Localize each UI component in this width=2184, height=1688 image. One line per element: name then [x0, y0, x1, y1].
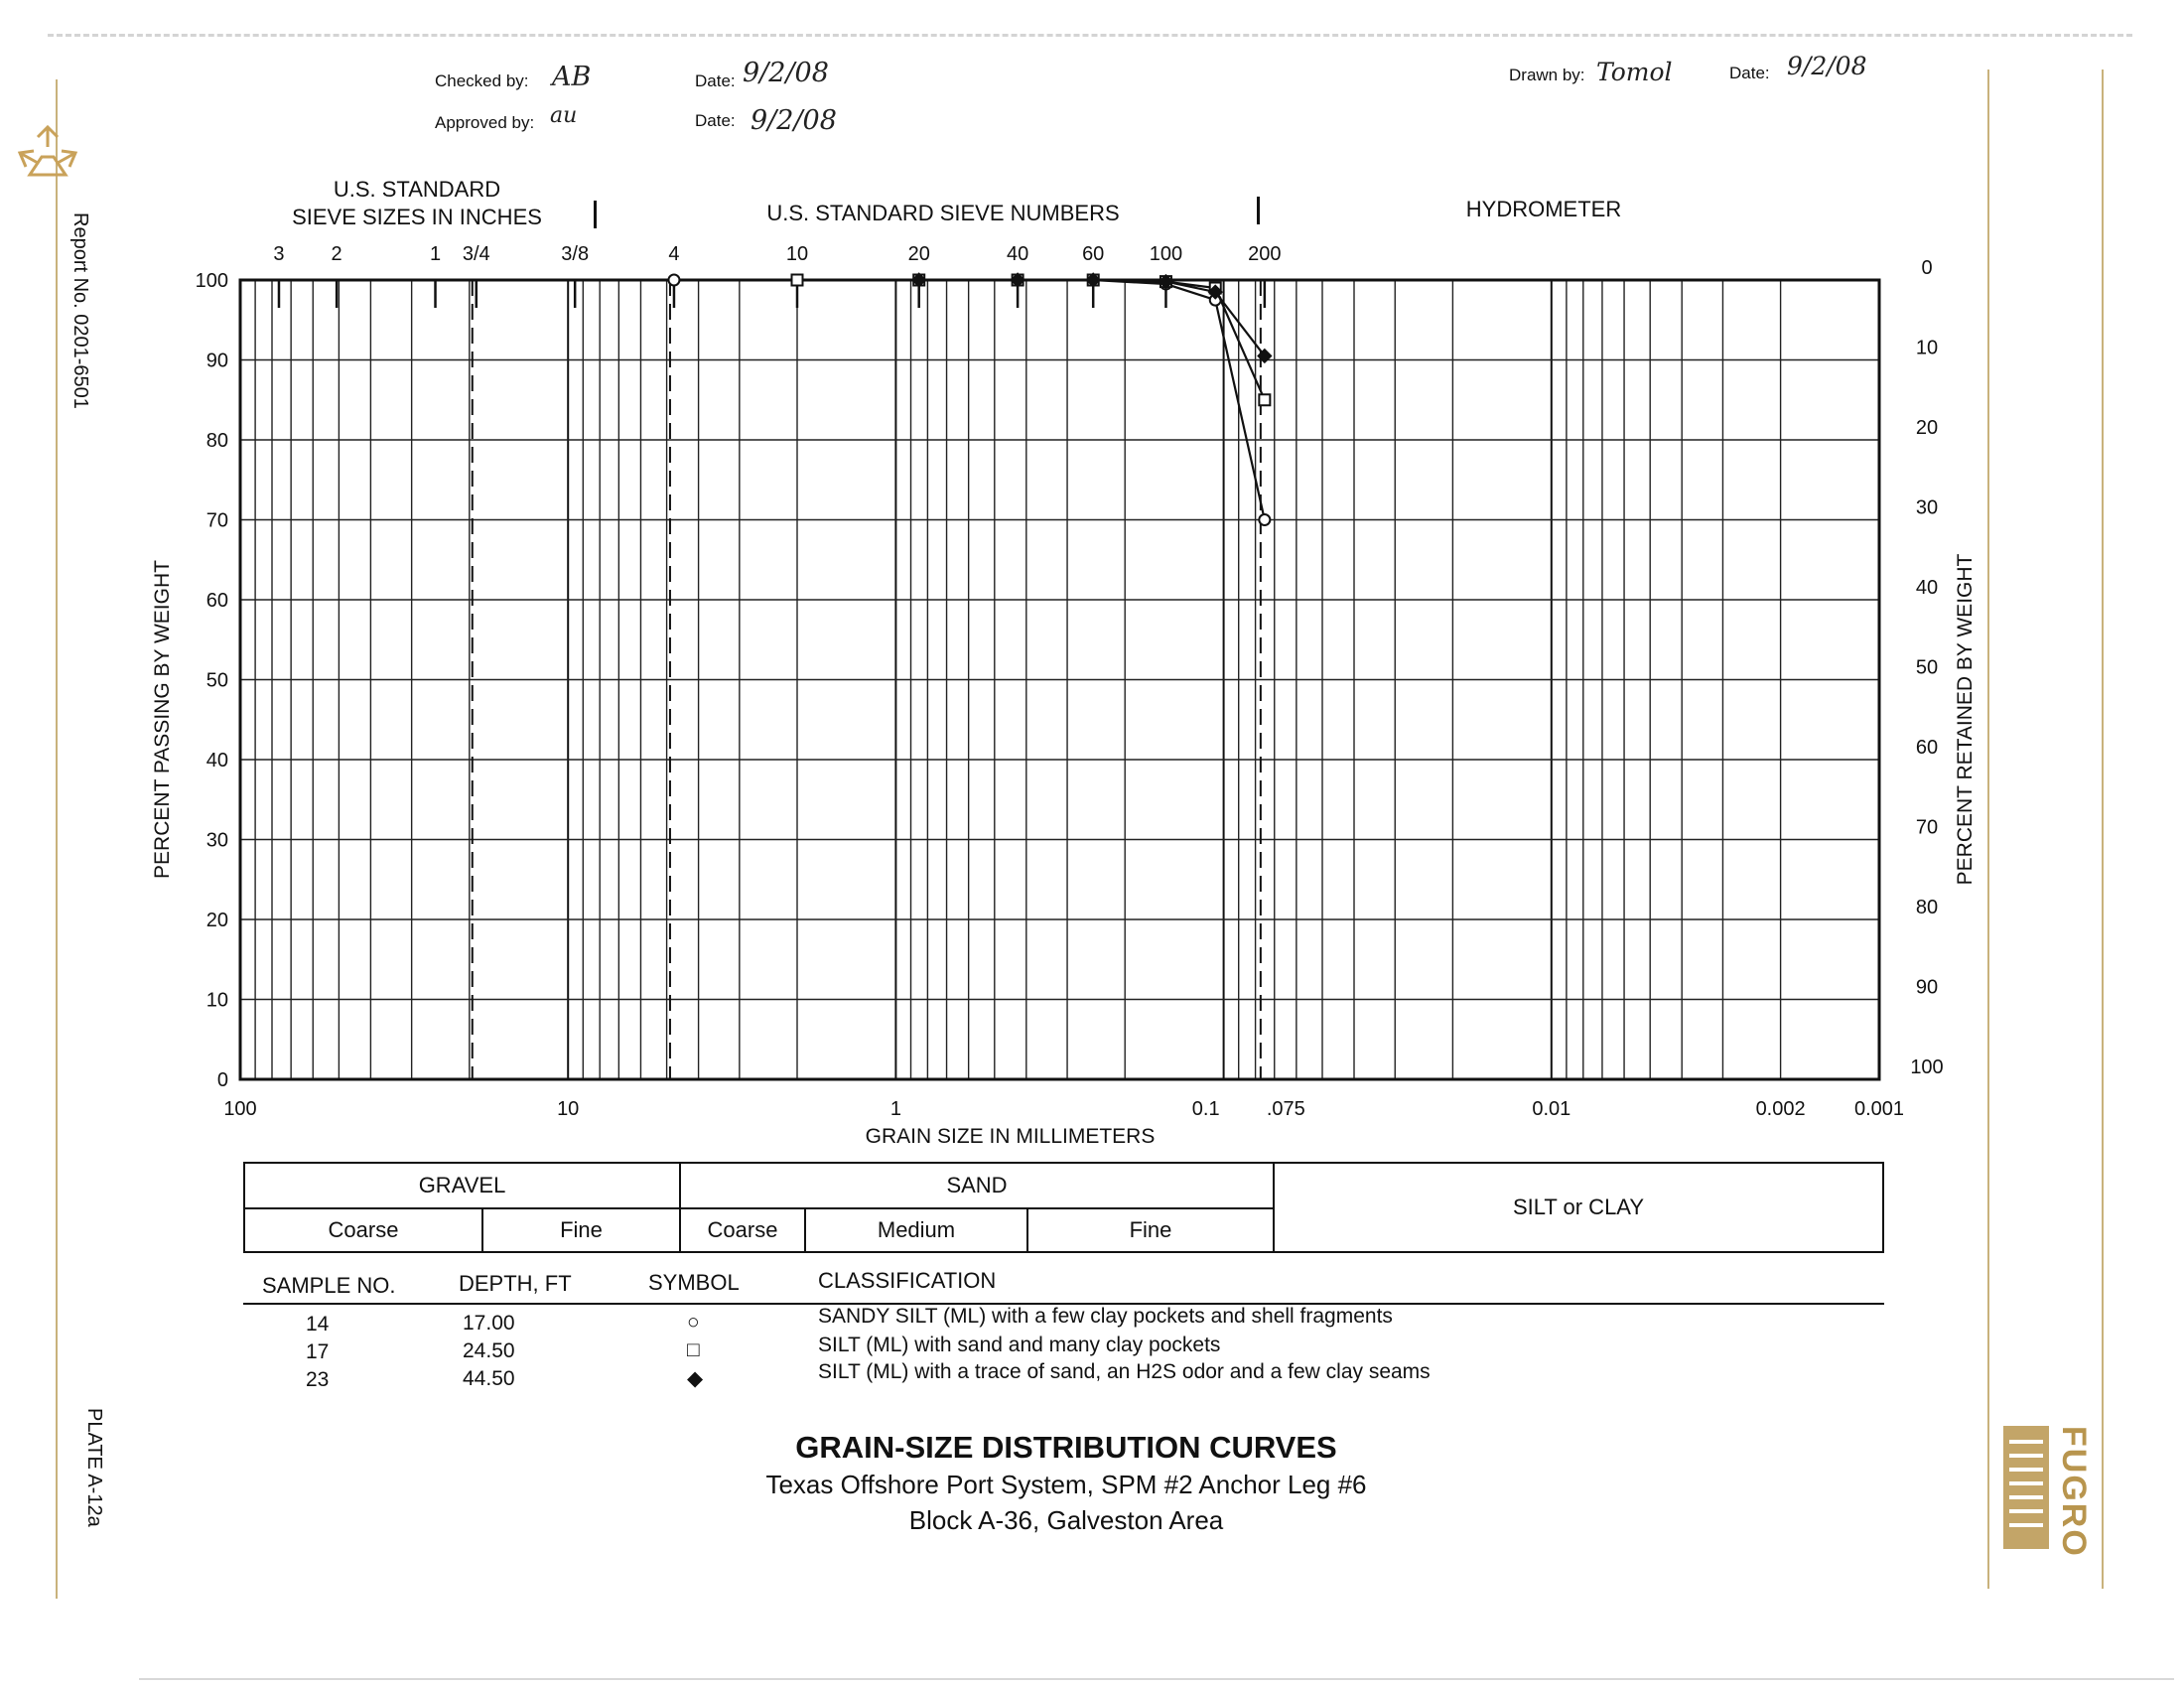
sieve-label: 4 — [668, 243, 680, 265]
y-tick-label: 0 — [216, 1069, 228, 1091]
data-point-square — [1259, 394, 1270, 405]
gravel-header: GRAVEL — [244, 1163, 680, 1208]
sieve-inches-title-line2: SIEVE SIZES IN INCHES — [292, 205, 542, 229]
drawn-date-label: Date: — [1729, 64, 1770, 82]
legend-sample: 17 — [306, 1340, 330, 1363]
y2-axis-label: PERCENT RETAINED BY WEIGHT — [1954, 553, 1977, 886]
project-name: Texas Offshore Port System, SPM #2 Anchor Leg #6 — [765, 1470, 1367, 1499]
y2-tick-label: 0 — [1921, 257, 1933, 279]
sieve-label: 3 — [273, 243, 285, 265]
legend-classification: SILT (ML) with a trace of sand, an H2S odor and a few clay seams — [818, 1360, 1431, 1383]
x-tick-label: 0.1 — [1191, 1098, 1220, 1120]
y2-tick-label: 40 — [1915, 577, 1939, 599]
x-tick-label: .075 — [1266, 1098, 1305, 1120]
data-point-circle — [1259, 514, 1270, 525]
legend-sample: 14 — [306, 1313, 330, 1336]
series-line-17 — [797, 280, 1265, 400]
legend-depth: 17.00 — [463, 1312, 515, 1335]
y2-tick-label: 30 — [1915, 496, 1939, 519]
x-tick-label: 1 — [889, 1098, 901, 1120]
gravel-fine: Fine — [482, 1208, 680, 1252]
project-location: Block A-36, Galveston Area — [908, 1505, 1224, 1535]
x-tick-label: 0.001 — [1853, 1098, 1905, 1120]
approved-date-value: 9/2/08 — [751, 105, 837, 136]
y2-tick-label: 60 — [1915, 737, 1939, 759]
y2-tick-label: 20 — [1915, 417, 1939, 439]
y-tick-label: 90 — [205, 350, 228, 372]
sieve-numbers-title: U.S. STANDARD SIEVE NUMBERS — [766, 201, 1120, 225]
legend-symbol-diamond: ◆ — [687, 1367, 704, 1390]
x-tick-label: 0.002 — [1755, 1098, 1806, 1120]
sieve-label: 100 — [1149, 243, 1183, 265]
y-tick-label: 40 — [205, 750, 228, 772]
chart-series — [668, 273, 1271, 525]
legend-header-sample: SAMPLE NO. — [262, 1273, 396, 1298]
chart-labels — [151, 257, 1977, 1148]
legend-header-symbol: SYMBOL — [648, 1270, 740, 1295]
y-tick-label: 50 — [205, 669, 228, 692]
checked-date-value: 9/2/08 — [743, 58, 829, 88]
y-tick-label: 10 — [205, 989, 228, 1012]
y-tick-label: 80 — [205, 430, 228, 452]
sieve-label: 2 — [331, 243, 342, 265]
data-point-circle — [668, 275, 679, 286]
fugro-logo-text: FUGRO — [2055, 1426, 2093, 1558]
y2-tick-label: 100 — [1910, 1056, 1944, 1078]
y-tick-label: 100 — [195, 270, 228, 292]
approved-by-signature: au — [550, 103, 578, 128]
page-title: GRAIN-SIZE DISTRIBUTION CURVES — [795, 1430, 1337, 1465]
y2-tick-label: 70 — [1915, 816, 1939, 839]
sand-medium: Medium — [805, 1208, 1027, 1252]
hydrometer-title: HYDROMETER — [1465, 197, 1622, 221]
x-tick-label: 0.01 — [1532, 1098, 1571, 1120]
legend-classification: SILT (ML) with sand and many clay pockets — [818, 1334, 1221, 1356]
y-tick-label: 30 — [205, 829, 228, 852]
series-line-14 — [674, 280, 1265, 520]
y2-tick-label: 80 — [1915, 897, 1939, 918]
legend-header-depth: DEPTH, FT — [459, 1271, 572, 1296]
approved-date-label: Date: — [695, 111, 736, 130]
sieve-label: 20 — [907, 243, 930, 265]
y2-tick-label: 90 — [1915, 976, 1939, 999]
legend-depth: 24.50 — [463, 1339, 515, 1362]
drawn-date-value: 9/2/08 — [1787, 52, 1867, 80]
y-tick-label: 70 — [205, 509, 228, 532]
drawn-by-label: Drawn by: — [1509, 66, 1585, 84]
x-tick-label: 10 — [557, 1098, 580, 1120]
legend-depth: 44.50 — [463, 1367, 515, 1390]
y-tick-label: 20 — [205, 910, 228, 931]
checked-by-signature: AB — [552, 62, 592, 92]
sand-header: SAND — [680, 1163, 1274, 1208]
chart-grid — [240, 280, 1879, 1079]
y2-tick-label: 10 — [1915, 337, 1939, 359]
data-point-square — [791, 275, 802, 286]
legend-symbol-circle: ○ — [687, 1311, 700, 1334]
x-axis-label: GRAIN SIZE IN MILLIMETERS — [865, 1125, 1156, 1148]
silt-clay-header: SILT or CLAY — [1274, 1163, 1883, 1252]
sand-fine: Fine — [1027, 1208, 1274, 1252]
drawn-by-signature: Tomol — [1596, 58, 1673, 86]
checked-date-label: Date: — [695, 71, 736, 90]
sieve-label: 200 — [1248, 243, 1282, 265]
sand-coarse: Coarse — [680, 1208, 805, 1252]
gravel-coarse: Coarse — [244, 1208, 482, 1252]
report-number: Report No. 0201-6501 — [69, 212, 91, 409]
legend-header-classification: CLASSIFICATION — [818, 1268, 997, 1293]
sieve-label: 10 — [785, 243, 809, 265]
approved-by-label: Approved by: — [435, 113, 535, 132]
sieve-label: 3/8 — [561, 243, 590, 265]
chart-sieve-ticks — [273, 243, 1281, 308]
sieve-label: 1 — [429, 243, 442, 265]
x-tick-label: 100 — [223, 1098, 257, 1120]
y2-tick-label: 50 — [1915, 656, 1939, 679]
plate-number: PLATE A-12a — [83, 1408, 105, 1527]
legend-sample: 23 — [306, 1368, 330, 1391]
legend-classification: SANDY SILT (ML) with a few clay pockets and shell fragments — [818, 1305, 1393, 1328]
sieve-label: 60 — [1082, 243, 1105, 265]
sieve-inches-title-line1: U.S. STANDARD — [333, 177, 501, 202]
sieve-label: 40 — [1006, 243, 1029, 265]
y-tick-label: 60 — [205, 590, 228, 612]
y-axis-label: PERCENT PASSING BY WEIGHT — [151, 560, 174, 879]
checked-by-label: Checked by: — [435, 71, 529, 90]
legend-symbol-square: □ — [687, 1338, 700, 1361]
soil-classification-table — [243, 1162, 1884, 1253]
sieve-label: 3/4 — [462, 243, 490, 265]
